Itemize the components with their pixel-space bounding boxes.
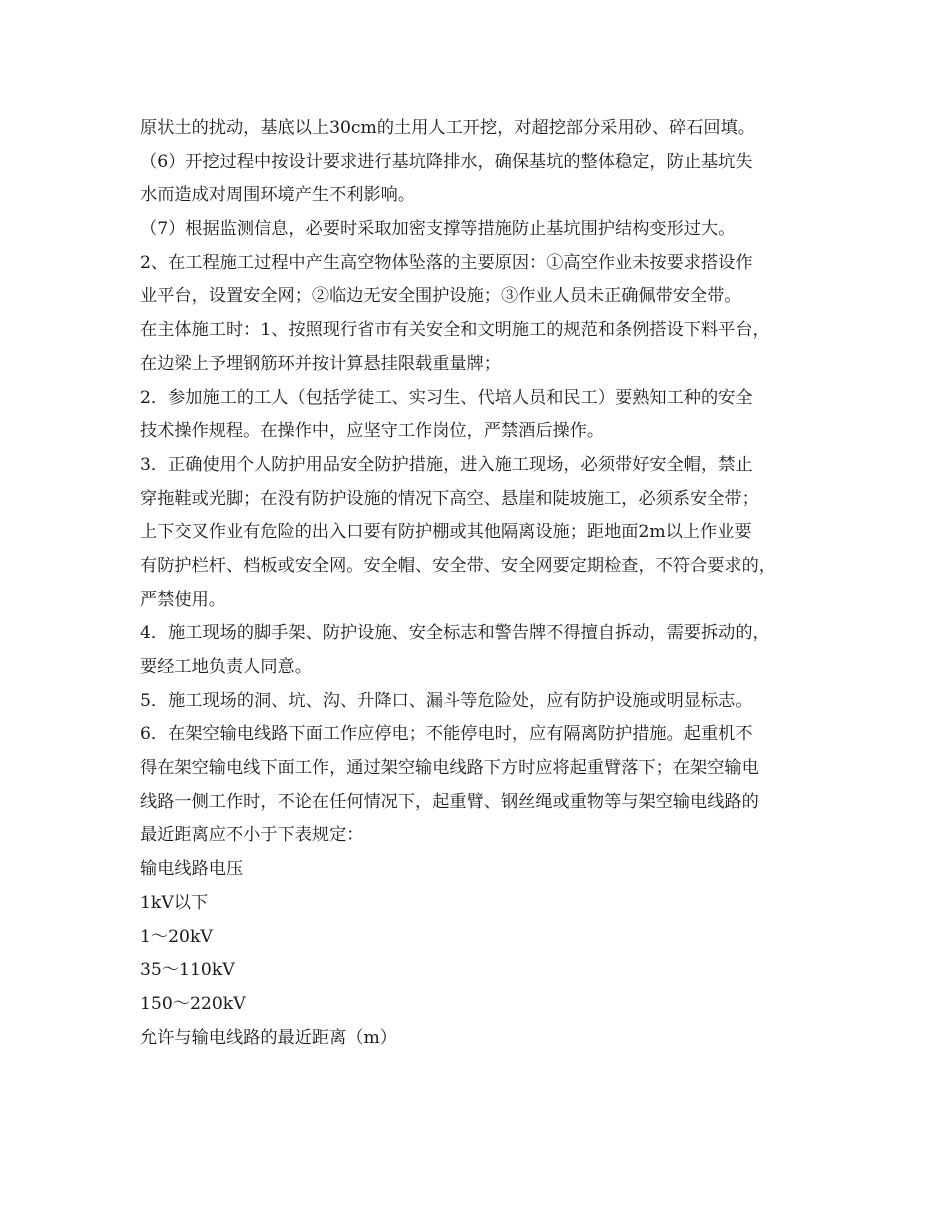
text-line: （6）开挖过程中按设计要求进行基坑降排水，确保基坑的整体稳定，防止基坑失 [140,151,753,172]
text-line: 1～20kV [140,926,213,947]
text-line: 在主体施工时：1、按照现行省市有关安全和文明施工的规范和条例搭设下料平台， [140,320,770,341]
document-body [140,112,840,1055]
text-line: 要经工地负责人同意。 [140,657,312,677]
text-line: 4．施工现场的脚手架、防护设施、安全标志和警告牌不得擅自拆动，需要拆动的， [140,623,770,644]
text-line: 原状土的扰动，基底以上30cm的土用人工开挖，对超挖部分采用砂、碎石回填。 [140,118,755,138]
text-line: 5．施工现场的洞、坑、沟、升降口、漏斗等危险处，应有防护设施或明显标志。 [140,690,753,711]
text-line: 2、在工程施工过程中产生高空物体坠落的主要原因：①高空作业未按要求搭设作 [140,252,753,273]
text-line: 150～220kV [140,993,246,1014]
text-line: 6．在架空输电线路下面工作应停电；不能停电时，应有隔离防护措施。起重机不 [140,724,753,745]
text-line: 穿拖鞋或光脚；在没有防护设施的情况下高空、悬崖和陡坡施工，必须系安全带； [140,488,759,509]
text-line: 水而造成对周围环境产生不利影响。 [140,185,416,206]
text-line: 35～110kV [140,960,235,981]
text-line: 1kV以下 [140,892,209,913]
text-line: 3．正确使用个人防护用品安全防护措施，进入施工现场，必须带好安全帽，禁止 [140,454,753,475]
text-line: 最近距离应不小于下表规定： [140,825,364,846]
text-line: 在边梁上予埋钢筋环并按计算悬挂限载重量牌； [140,353,501,374]
text-line: 有防护栏杆、档板或安全网。安全帽、安全带、安全网要定期检查，不符合要求的， [140,555,776,576]
text-line: 允许与输电线路的最近距离（m） [140,1027,397,1048]
text-line: 上下交叉作业有危险的出入口要有防护棚或其他隔离设施；距地面2m以上作业要 [140,522,752,543]
text-line: （7）根据监测信息，必要时采取加密支撑等措施防止基坑围护结构变形过大。 [140,219,736,240]
text-line: 线路一侧工作时，不论在任何情况下，起重臂、钢丝绳或重物等与架空输电线路的 [140,791,759,812]
text-line: 严禁使用。 [140,589,226,610]
text-line: 输电线路电压 [140,859,244,880]
text-line: 业平台，设置安全网；②临边无安全围护设施；③作业人员未正确佩带安全带。 [140,286,742,307]
text-line: 2．参加施工的工人（包括学徒工、实习生、代培人员和民工）要熟知工种的安全 [140,387,753,408]
text-line: 技术操作规程。在操作中，应坚守工作岗位，严禁酒后操作。 [140,421,605,442]
text-line: 得在架空输电线下面工作，通过架空输电线路下方时应将起重臂落下；在架空输电 [140,758,759,779]
